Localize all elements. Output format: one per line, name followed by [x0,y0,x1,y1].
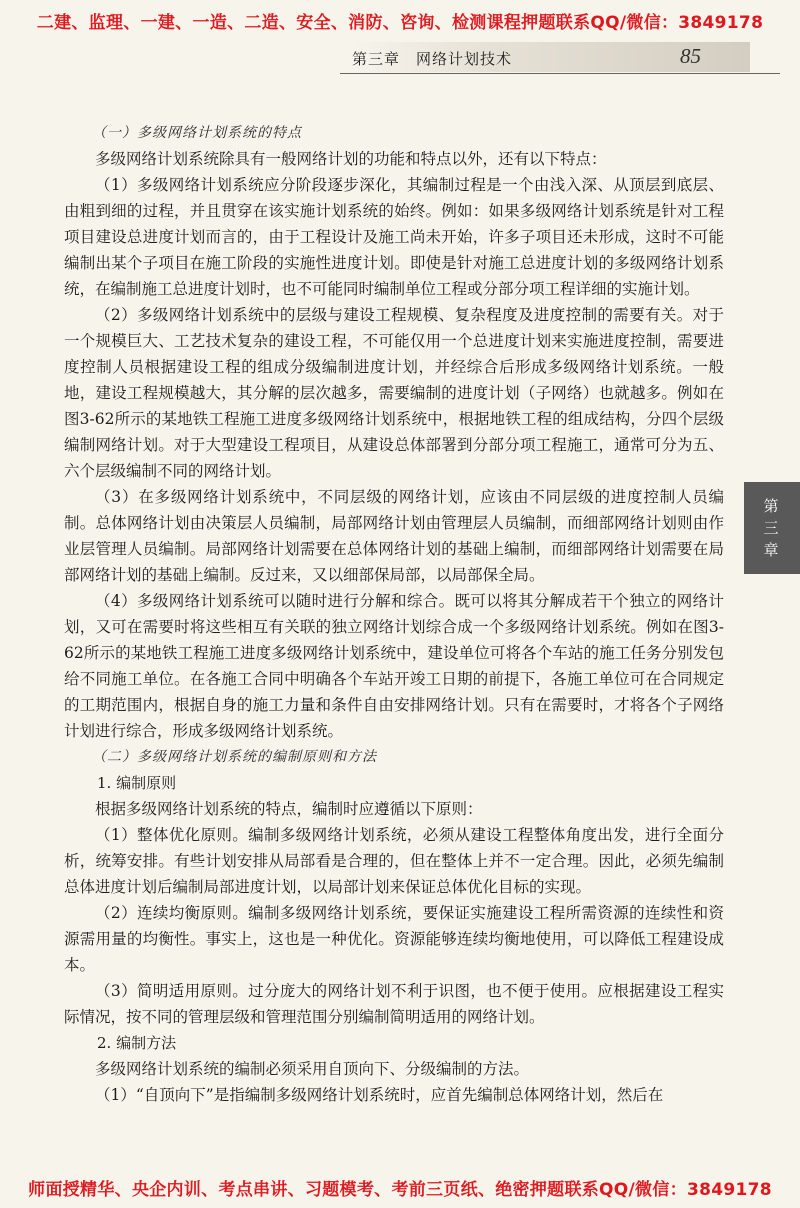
body-paragraph: （3）简明适用原则。过分庞大的网络计划不利于识图，也不便于使用。应根据建设工程实际情况，按不同的管理层级和管理范围分别编制简明适用的网络计划。 [64,982,724,1026]
body-paragraph: （4）多级网络计划系统可以随时进行分解和综合。既可以将其分解成若干个独立的网络计划，又可在需要时将这些相互有关联的独立网络计划综合成一个多级网络计划系统。例如在图3-62所示的某地铁工程施工进度多级网络计划系统中，建设单位可将各个车站的施工任务分别发包给不同施工单位。在各施工合同中明确各个车站开竣工日期的前提下，各施工单位可在合同规定的工期范围内，根据自身的施工力量和条件自由安排网络计划。只有在需要时，才将各个子网络计划进行综合，形成多级网络计划系统。 [64,592,724,740]
body-paragraph: （1）整体优化原则。编制多级网络计划系统，必须从建设工程整体角度出发，进行全面分析，统筹安排。有些计划安排从局部看是合理的，但在整体上并不一定合理。因此，必须先编制总体进度计划后编制局部进度计划，以局部计划来保证总体优化目标的实现。 [64,826,724,896]
body-paragraph: 多级网络计划系统除具有一般网络计划的功能和特点以外，还有以下特点： [95,150,607,168]
body-paragraph: （1）“自顶向下”是指编制多级网络计划系统时，应首先编制总体网络计划，然后在 [95,1086,664,1104]
promo-banner-bottom: 师面授精华、央企内训、考点串讲、习题模考、考前三页纸、绝密押题联系QQ/微信：3849178 [28,1180,772,1200]
body-paragraph: （2）多级网络计划系统中的层级与建设工程规模、复杂程度及进度控制的需要有关。对于一个规模巨大、工艺技术复杂的建设工程，不可能仅用一个总进度计划来实施进度控制，需要进度控制人员根据建设工程的组成分级编制进度计划，并经综合后形成多级网络计划系统。一般地，建设工程规模越大，其分解的层次越多，需要编制的进度计划（子网络）也就越多。例如在图3-62所示的某地铁工程施工进度多级网络计划系统中，根据地铁工程的组成结构，分四个层级编制网络计划。对于大型建设工程项目，从建设总体部署到分部分项工程施工，通常可分为五、六个层级编制不同的网络计划。 [64,306,724,480]
section-heading: （二）多级网络计划系统的编制原则和方法 [92,749,377,765]
page-body [64,120,724,1108]
side-tab-char-1: 第 [763,497,781,515]
subsection-heading: 2. 编制方法 [97,1034,177,1052]
side-tab-char-2: 三 [763,519,781,537]
section-heading: （一）多级网络计划系统的特点 [92,125,302,141]
body-paragraph: （3）在多级网络计划系统中，不同层级的网络计划，应该由不同层级的进度控制人员编制。总体网络计划由决策层人员编制，局部网络计划由管理层人员编制，而细部网络计划则由作业层管理人员编制。局部网络计划需要在总体网络计划的基础上编制，而细部网络计划需要在局部网络计划的基础上编制。反过来，又以细部保局部，以局部保全局。 [64,488,724,584]
side-tab-char-3: 章 [763,541,781,559]
chapter-side-tab [744,482,800,574]
promo-banner-top: 二建、监理、一建、一造、二造、安全、消防、咨询、检测课程押题联系QQ/微信：3849178 [36,13,764,33]
body-paragraph: 多级网络计划系统的编制必须采用自顶向下、分级编制的方法。 [95,1060,530,1078]
body-paragraph: （1）多级网络计划系统应分阶段逐步深化，其编制过程是一个由浅入深、从顶层到底层、由粗到细的过程，并且贯穿在该实施计划系统的始终。例如：如果多级网络计划系统是针对工程项目建设总进度计划而言的，由于工程设计及施工尚未开始，许多子项目还未形成，这时不可能编制出某个子项目在施工阶段的实施性进度计划。即使是针对施工总进度计划的多级网络计划系统，在编制施工总进度计划时，也不可能同时编制单位工程或分部分项工程详细的实施计划。 [64,176,724,298]
body-paragraph: 根据多级网络计划系统的特点，编制时应遵循以下原则： [95,800,483,818]
header-rule [340,73,780,74]
page-number: 85 [680,44,701,68]
subsection-heading: 1. 编制原则 [97,774,177,792]
body-paragraph: （2）连续均衡原则。编制多级网络计划系统，要保证实施建设工程所需资源的连续性和资源需用量的均衡性。事实上，这也是一种优化。资源能够连续均衡地使用，可以降低工程建设成本。 [64,904,724,974]
running-header-chapter-title: 第三章 网络计划技术 [352,50,513,68]
